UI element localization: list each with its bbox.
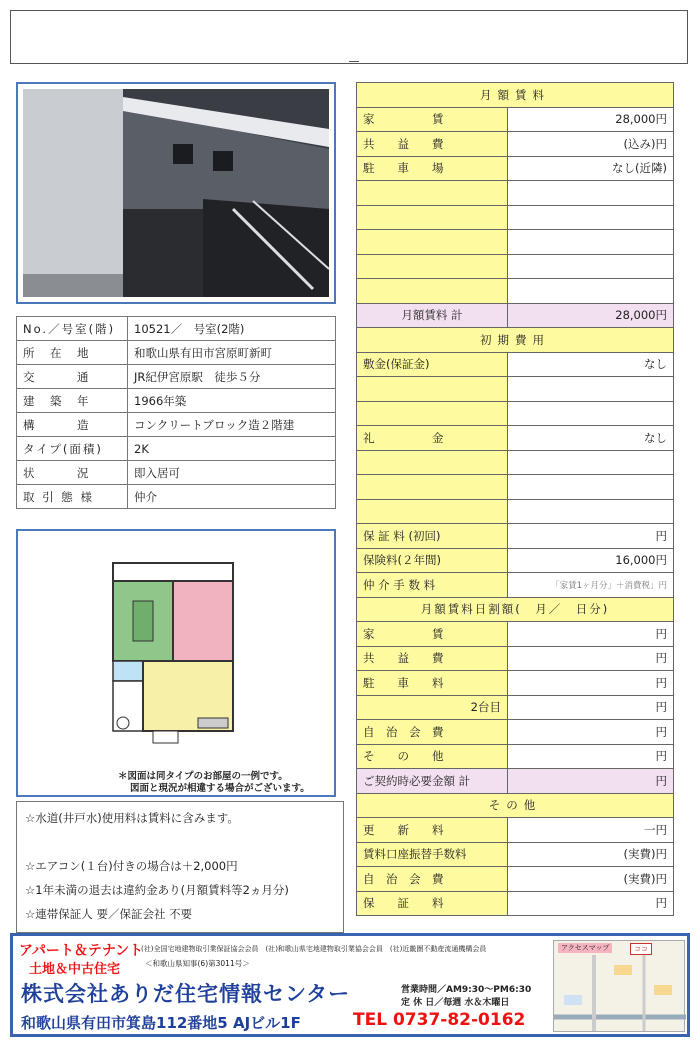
daily-header: 月額賃料日割額( 月／ 日分)	[357, 597, 674, 622]
row-label: 家 賃	[357, 107, 508, 132]
table-row	[357, 622, 674, 647]
row-label: 自 治 会 費	[357, 867, 508, 892]
map-here-marker: ココ	[630, 943, 652, 955]
info-label: 交 通	[17, 365, 128, 389]
row-label: 2台目	[357, 695, 508, 720]
info-value: 即入居可	[128, 461, 336, 485]
contract-total-row	[357, 769, 674, 794]
row-value: 円	[508, 622, 674, 647]
table-row-empty	[357, 230, 674, 255]
row-label: 家 賃	[357, 622, 508, 647]
row-label: 更 新 料	[357, 818, 508, 843]
monthly-total-value: 28,000円	[508, 303, 674, 328]
table-row-empty	[357, 401, 674, 426]
table-row	[357, 352, 674, 377]
row-value: 円	[508, 671, 674, 696]
info-row	[17, 317, 336, 341]
agency-fee-label: 仲 介 手 数 料	[357, 573, 508, 598]
row-value: 円	[508, 646, 674, 671]
info-row	[17, 365, 336, 389]
info-label: 建 築 年	[17, 389, 128, 413]
guarantee-fee-label: 保 証 料 (初回)	[357, 524, 508, 549]
initial-header: 初期費用	[357, 328, 674, 353]
table-row-empty	[357, 181, 674, 206]
table-row	[357, 573, 674, 598]
row-label: 共 益 費	[357, 132, 508, 157]
row-label: 保 証 料	[357, 891, 508, 916]
table-row	[357, 548, 674, 573]
row-value: (込み)円	[508, 132, 674, 157]
row-value: 28,000円	[508, 107, 674, 132]
phone-number[interactable]: TEL 0737-82-0162	[353, 1010, 526, 1030]
map-drawing	[554, 955, 686, 1031]
info-row	[17, 389, 336, 413]
footer-license: ＜和歌山県知事(6)第3011号＞	[145, 959, 250, 968]
info-value: JR紀伊宮原駅 徒歩５分	[128, 365, 336, 389]
key-money-label: 礼 金	[357, 426, 508, 451]
row-value: (実費)円	[508, 867, 674, 892]
table-row	[357, 524, 674, 549]
table-row-empty	[357, 499, 674, 524]
table-row	[357, 744, 674, 769]
row-label: 駐 車 料	[357, 671, 508, 696]
row-value: なし(近隣)	[508, 156, 674, 181]
row-value: 円	[508, 744, 674, 769]
key-money-value: なし	[508, 426, 674, 451]
building-photo-frame	[16, 82, 336, 304]
info-value: 10521／ 号室(2階)	[128, 317, 336, 341]
info-row	[17, 461, 336, 485]
info-label: タイプ(面積)	[17, 437, 128, 461]
row-value: (実費)円	[508, 842, 674, 867]
table-row	[357, 695, 674, 720]
deposit-label: 敷金(保証金)	[357, 352, 508, 377]
floor-plan-drawing	[98, 553, 248, 763]
building-photo	[23, 89, 329, 297]
table-row-empty	[357, 205, 674, 230]
info-row	[17, 485, 336, 509]
info-value: 1966年築	[128, 389, 336, 413]
monthly-header: 月額賃料	[357, 83, 674, 108]
info-value: 2K	[128, 437, 336, 461]
floor-plan-note	[118, 771, 310, 795]
contract-total-value: 円	[508, 769, 674, 794]
insurance-value: 16,000円	[508, 548, 674, 573]
floor-plan-frame	[16, 529, 336, 797]
note-item: ☆1年未満の退去は違約金あり(月額賃料等2ヵ月分)	[25, 883, 289, 897]
guarantee-fee-value: 円	[508, 524, 674, 549]
business-hours: 営業時間／AM9:30〜PM6:30	[401, 985, 532, 995]
info-label: 状 況	[17, 461, 128, 485]
note-item: ☆エアコン(１台)付きの場合は＋2,000円	[25, 859, 238, 873]
monthly-total-label: 月額賃料 計	[357, 303, 508, 328]
table-row	[357, 132, 674, 157]
info-value: 仲介	[128, 485, 336, 509]
row-value: 円	[508, 891, 674, 916]
row-value: 円	[508, 720, 674, 745]
table-row	[357, 646, 674, 671]
footer-associations: (社)全国宅地建物取引業保証協会会員 (社)和歌山県宅地建物取引業協会会員 (社)近畿圏不動産流通機構会員	[141, 945, 487, 953]
info-value: 和歌山県有田市宮原町新町	[128, 341, 336, 365]
closed-days: 定 休 日／毎週 水＆木曜日	[401, 998, 510, 1008]
table-row	[357, 426, 674, 451]
info-label: No.／号室(階)	[17, 317, 128, 341]
cost-table	[356, 82, 674, 916]
info-row	[17, 341, 336, 365]
access-map	[553, 940, 685, 1032]
table-row	[357, 107, 674, 132]
insurance-label: 保険料(２年間)	[357, 548, 508, 573]
company-name: 株式会社ありだ住宅情報センター	[21, 982, 351, 1006]
table-row	[357, 842, 674, 867]
row-label: 駐 車 場	[357, 156, 508, 181]
map-title: アクセスマップ	[558, 943, 612, 953]
row-label: 賃料口座振替手数料	[357, 842, 508, 867]
info-label: 取 引 態 様	[17, 485, 128, 509]
monthly-total-row	[357, 303, 674, 328]
notes-box	[16, 801, 344, 933]
table-row	[357, 671, 674, 696]
note-item: ☆水道(井戸水)使用料は賃料に含みます。	[25, 811, 239, 825]
info-row	[17, 413, 336, 437]
info-label: 構 造	[17, 413, 128, 437]
table-row-empty	[357, 254, 674, 279]
table-row	[357, 867, 674, 892]
table-row	[357, 720, 674, 745]
table-row	[357, 891, 674, 916]
agency-fee-value: 「家賃1ヶ月分」＋消費税」円	[508, 573, 674, 598]
other-header: その他	[357, 793, 674, 818]
footer-tag1: アパート＆テナント	[19, 943, 144, 959]
row-label: そ の 他	[357, 744, 508, 769]
property-info-table	[16, 316, 336, 509]
plan-note-line1: ＊図面は同タイプのお部屋の一例です。	[118, 771, 288, 782]
info-label: 所 在 地	[17, 341, 128, 365]
row-label: 自 治 会 費	[357, 720, 508, 745]
table-row-empty	[357, 475, 674, 500]
table-row	[357, 818, 674, 843]
company-footer	[10, 933, 690, 1037]
table-row	[357, 156, 674, 181]
plan-note-line2: 図面と現況が相違する場合がございます。	[130, 783, 310, 794]
row-label: 共 益 費	[357, 646, 508, 671]
table-row-empty	[357, 377, 674, 402]
table-row-empty	[357, 279, 674, 304]
table-row-empty	[357, 450, 674, 475]
company-address: 和歌山県有田市箕島112番地5 AJビル1F	[21, 1014, 301, 1032]
deposit-value: なし	[508, 352, 674, 377]
row-value: 一円	[508, 818, 674, 843]
contract-total-label: ご契約時必要金額 計	[357, 769, 508, 794]
info-row	[17, 437, 336, 461]
top-blank-box	[10, 10, 688, 64]
note-item: ☆連帯保証人 要／保証会社 不要	[25, 907, 193, 921]
info-value: コンクリートブロック造２階建	[128, 413, 336, 437]
footer-tag2: 土地＆中古住宅	[29, 962, 121, 977]
row-value: 円	[508, 695, 674, 720]
